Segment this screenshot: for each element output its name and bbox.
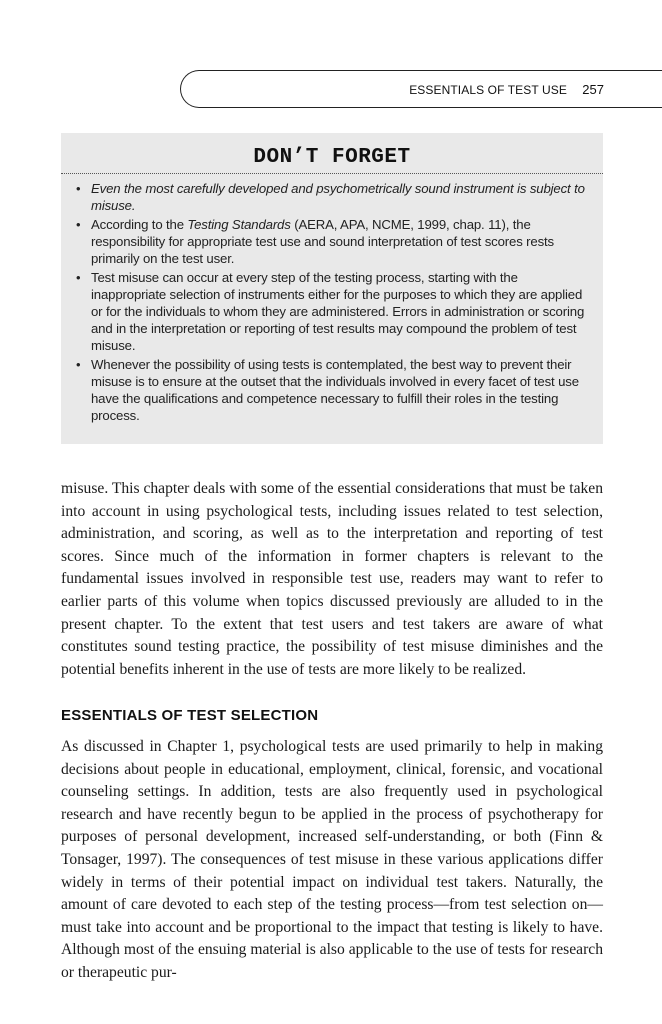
dont-forget-box	[61, 133, 603, 444]
list-item-text: Test misuse can occur at every step of the testing process, starting with the inappropriate selection of instruments either for the purposes to which they are applied or for the individuals to whom they are administered. Errors in administration or scoring and in the interpretation or reporting of test results may compound the problem of test misuse.	[91, 270, 585, 353]
paragraph-text: misuse. This chapter deals with some of the essential considerations that must be taken into account in using psychological tests, including issues related to test selection, administration, and scoring, as well as to the interpretation and reporting of test scores. Since much of the information in former chapters is relevant to the fundamental issues involved in responsible test use, readers may want to refer to earlier parts of this volume when topics discussed previously are alluded to in the present chapter. To the extent that test users and test takers are aware of what constitutes sound testing practice, the possibility of test misuse diminishes and the potential benefits inherent in the use of tests are more likely to be realized.	[61, 480, 603, 678]
page-number: 257	[582, 82, 604, 97]
list-item	[76, 269, 591, 354]
running-head	[180, 70, 662, 108]
list-item-text-pre: According to the	[91, 217, 188, 232]
body-paragraph-1	[61, 478, 603, 681]
body-paragraph-2	[61, 736, 603, 985]
list-item-emphasis: Testing Standards	[187, 217, 291, 232]
paragraph-text: As discussed in Chapter 1, psychological tests are used primarily to help in making decisions about people in educational, employment, clinical, forensic, and vocational counseling settings. In addition, tests are also frequently used in psychological research and have recently begun to be applied in the process of psychotherapy for purposes of personal development, increased self-understanding, or both (Finn & Tonsager, 1997). The consequences of test misuse in these various applications differ widely in terms of their potential impact on individual test takers. Naturally, the amount of care devoted to each step of the testing process—from test selection on—must take into account and be proportional to the impact that testing is likely to have. Although most of the ensuing material is also applicable to the use of tests for research or therapeutic pur-	[61, 738, 603, 981]
list-item	[76, 180, 591, 214]
bullet-icon: •	[76, 217, 81, 232]
list-item	[76, 356, 591, 424]
list-item-text: Whenever the possibility of using tests is contemplated, the best way to prevent their misuse is to ensure at the outset that the individuals involved in every facet of test use have the qualifications and competence necessary to fulfill their roles in the testing process.	[91, 357, 579, 423]
list-item	[76, 216, 591, 267]
bullet-icon: •	[76, 181, 81, 196]
dont-forget-list	[61, 174, 603, 424]
list-item-text: Even the most carefully developed and psychometrically sound instrument is subject to misuse.	[91, 181, 585, 213]
list-item-text-post: (AERA, APA, NCME, 1999, chap. 11), the responsibility for appropriate test use and sound interpretation of test scores rests primarily on the test user.	[91, 217, 554, 266]
dont-forget-title: DON’T FORGET	[253, 146, 411, 169]
section-heading: ESSENTIALS OF TEST SELECTION	[61, 707, 319, 724]
bullet-icon: •	[76, 357, 81, 372]
bullet-icon: •	[76, 270, 81, 285]
running-head-title: ESSENTIALS OF TEST USE	[409, 83, 567, 97]
